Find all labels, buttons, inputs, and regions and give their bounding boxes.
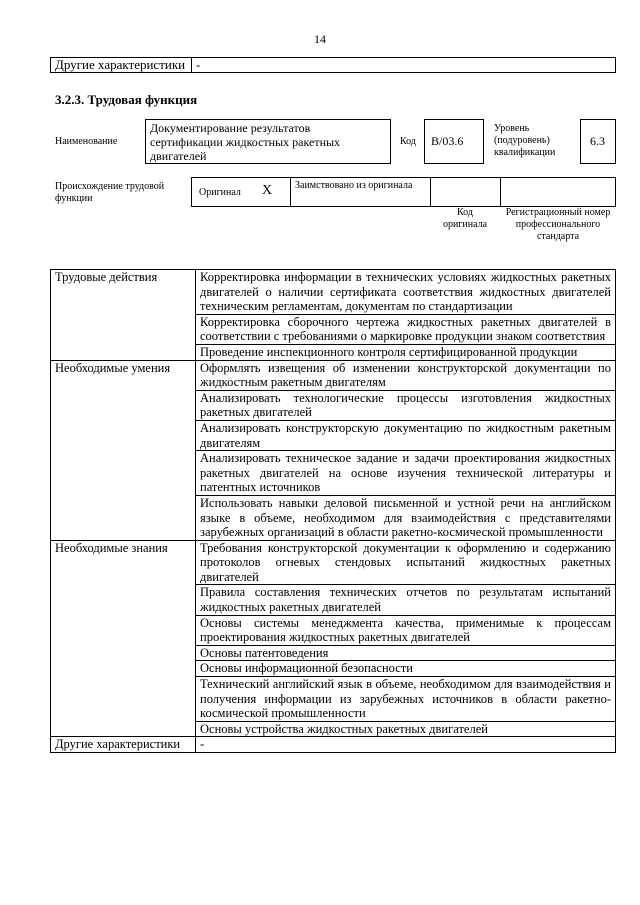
reg-number-label: Регистрационный номер профессионального стандарта <box>505 207 611 242</box>
original-label: Оригинал <box>199 187 241 198</box>
knowledge-item: Основы информационной безопасности <box>196 661 616 677</box>
skill-item: Оформлять извещения об изменении конструкторской документации по жидкостным ракетным двигателям <box>196 360 616 390</box>
skill-item: Анализировать конструкторскую документацию по жидкостным ракетным двигателям <box>196 420 616 450</box>
name-label: Наименование <box>55 136 118 147</box>
origin-divider-1 <box>290 177 291 207</box>
labor-actions-label: Трудовые действия <box>51 270 196 361</box>
knowledge-item: Правила составления технических отчетов по результатам испытаний жидкостных ракетных двигателей <box>196 585 616 615</box>
origin-divider-3 <box>500 177 501 207</box>
other-characteristics-bottom-value: - <box>196 737 616 753</box>
other-characteristics-top-table <box>50 57 616 73</box>
level-value: 6.3 <box>580 119 616 164</box>
section-title: 3.2.3. Трудовая функция <box>55 92 198 107</box>
other-characteristics-bottom-label: Другие характеристики <box>51 737 196 753</box>
level-label: Уровень (подуровень) квалификации <box>494 123 556 158</box>
knowledge-item: Основы системы менеджмента качества, применимые к процессам проектирования жидкостных ракетных двигателей <box>196 615 616 645</box>
borrowed-label: Заимствовано из оригинала <box>295 180 413 191</box>
labor-action-item: Корректировка информации в технических условиях жидкостных ракетных двигателей о наличии сертификата соответствия жидкостных двигателей техническим регламентам, документам по стандартизации <box>196 270 616 315</box>
skill-item: Использовать навыки деловой письменной и устной речи на английском языке в объеме, необходимом для взаимодействия с представителями зарубежных организаций в области ракетно-космической промышленности <box>196 495 616 540</box>
code-value: B/03.6 <box>424 119 484 164</box>
other-characteristics-value: - <box>192 58 616 73</box>
knowledge-item: Основы устройства жидкостных ракетных двигателей <box>196 721 616 737</box>
knowledge-label: Необходимые знания <box>51 540 196 737</box>
skill-item: Анализировать техническое задание и задачи проектирования жидкостных ракетных двигателей на основе изучения технической литературы и патентных источников <box>196 451 616 496</box>
knowledge-item: Технический английский язык в объеме, необходимом для взаимодействия и получения информации из зарубежных источников в области ракетно-космической промышленности <box>196 677 616 722</box>
labor-action-item: Корректировка сборочного чертежа жидкостных ракетных двигателей в соответствии с требованиями о маркировке продукции знаком соответствия <box>196 314 616 344</box>
origin-label: Происхождение трудовой функции <box>55 181 165 204</box>
original-mark: X <box>262 183 273 198</box>
skills-label: Необходимые умения <box>51 360 196 540</box>
code-original-label: Код оригинала <box>442 207 488 230</box>
labor-action-item: Проведение инспекционного контроля сертифицированной продукции <box>196 344 616 360</box>
other-characteristics-label: Другие характеристики <box>51 58 192 73</box>
function-name-value: Документирование результатов сертификации жидкостных ракетных двигателей <box>145 119 391 164</box>
skill-item: Анализировать технологические процессы изготовления жидкостных ракетных двигателей <box>196 390 616 420</box>
knowledge-item: Основы патентоведения <box>196 645 616 661</box>
code-label: Код <box>400 136 416 147</box>
page-number: 14 <box>314 32 326 46</box>
knowledge-item: Требования конструкторской документации к оформлению и содержанию протоколов огневых стендовых испытаний жидкостных ракетных двигателей <box>196 540 616 585</box>
function-details-table <box>50 269 616 753</box>
origin-divider-2 <box>430 177 431 207</box>
